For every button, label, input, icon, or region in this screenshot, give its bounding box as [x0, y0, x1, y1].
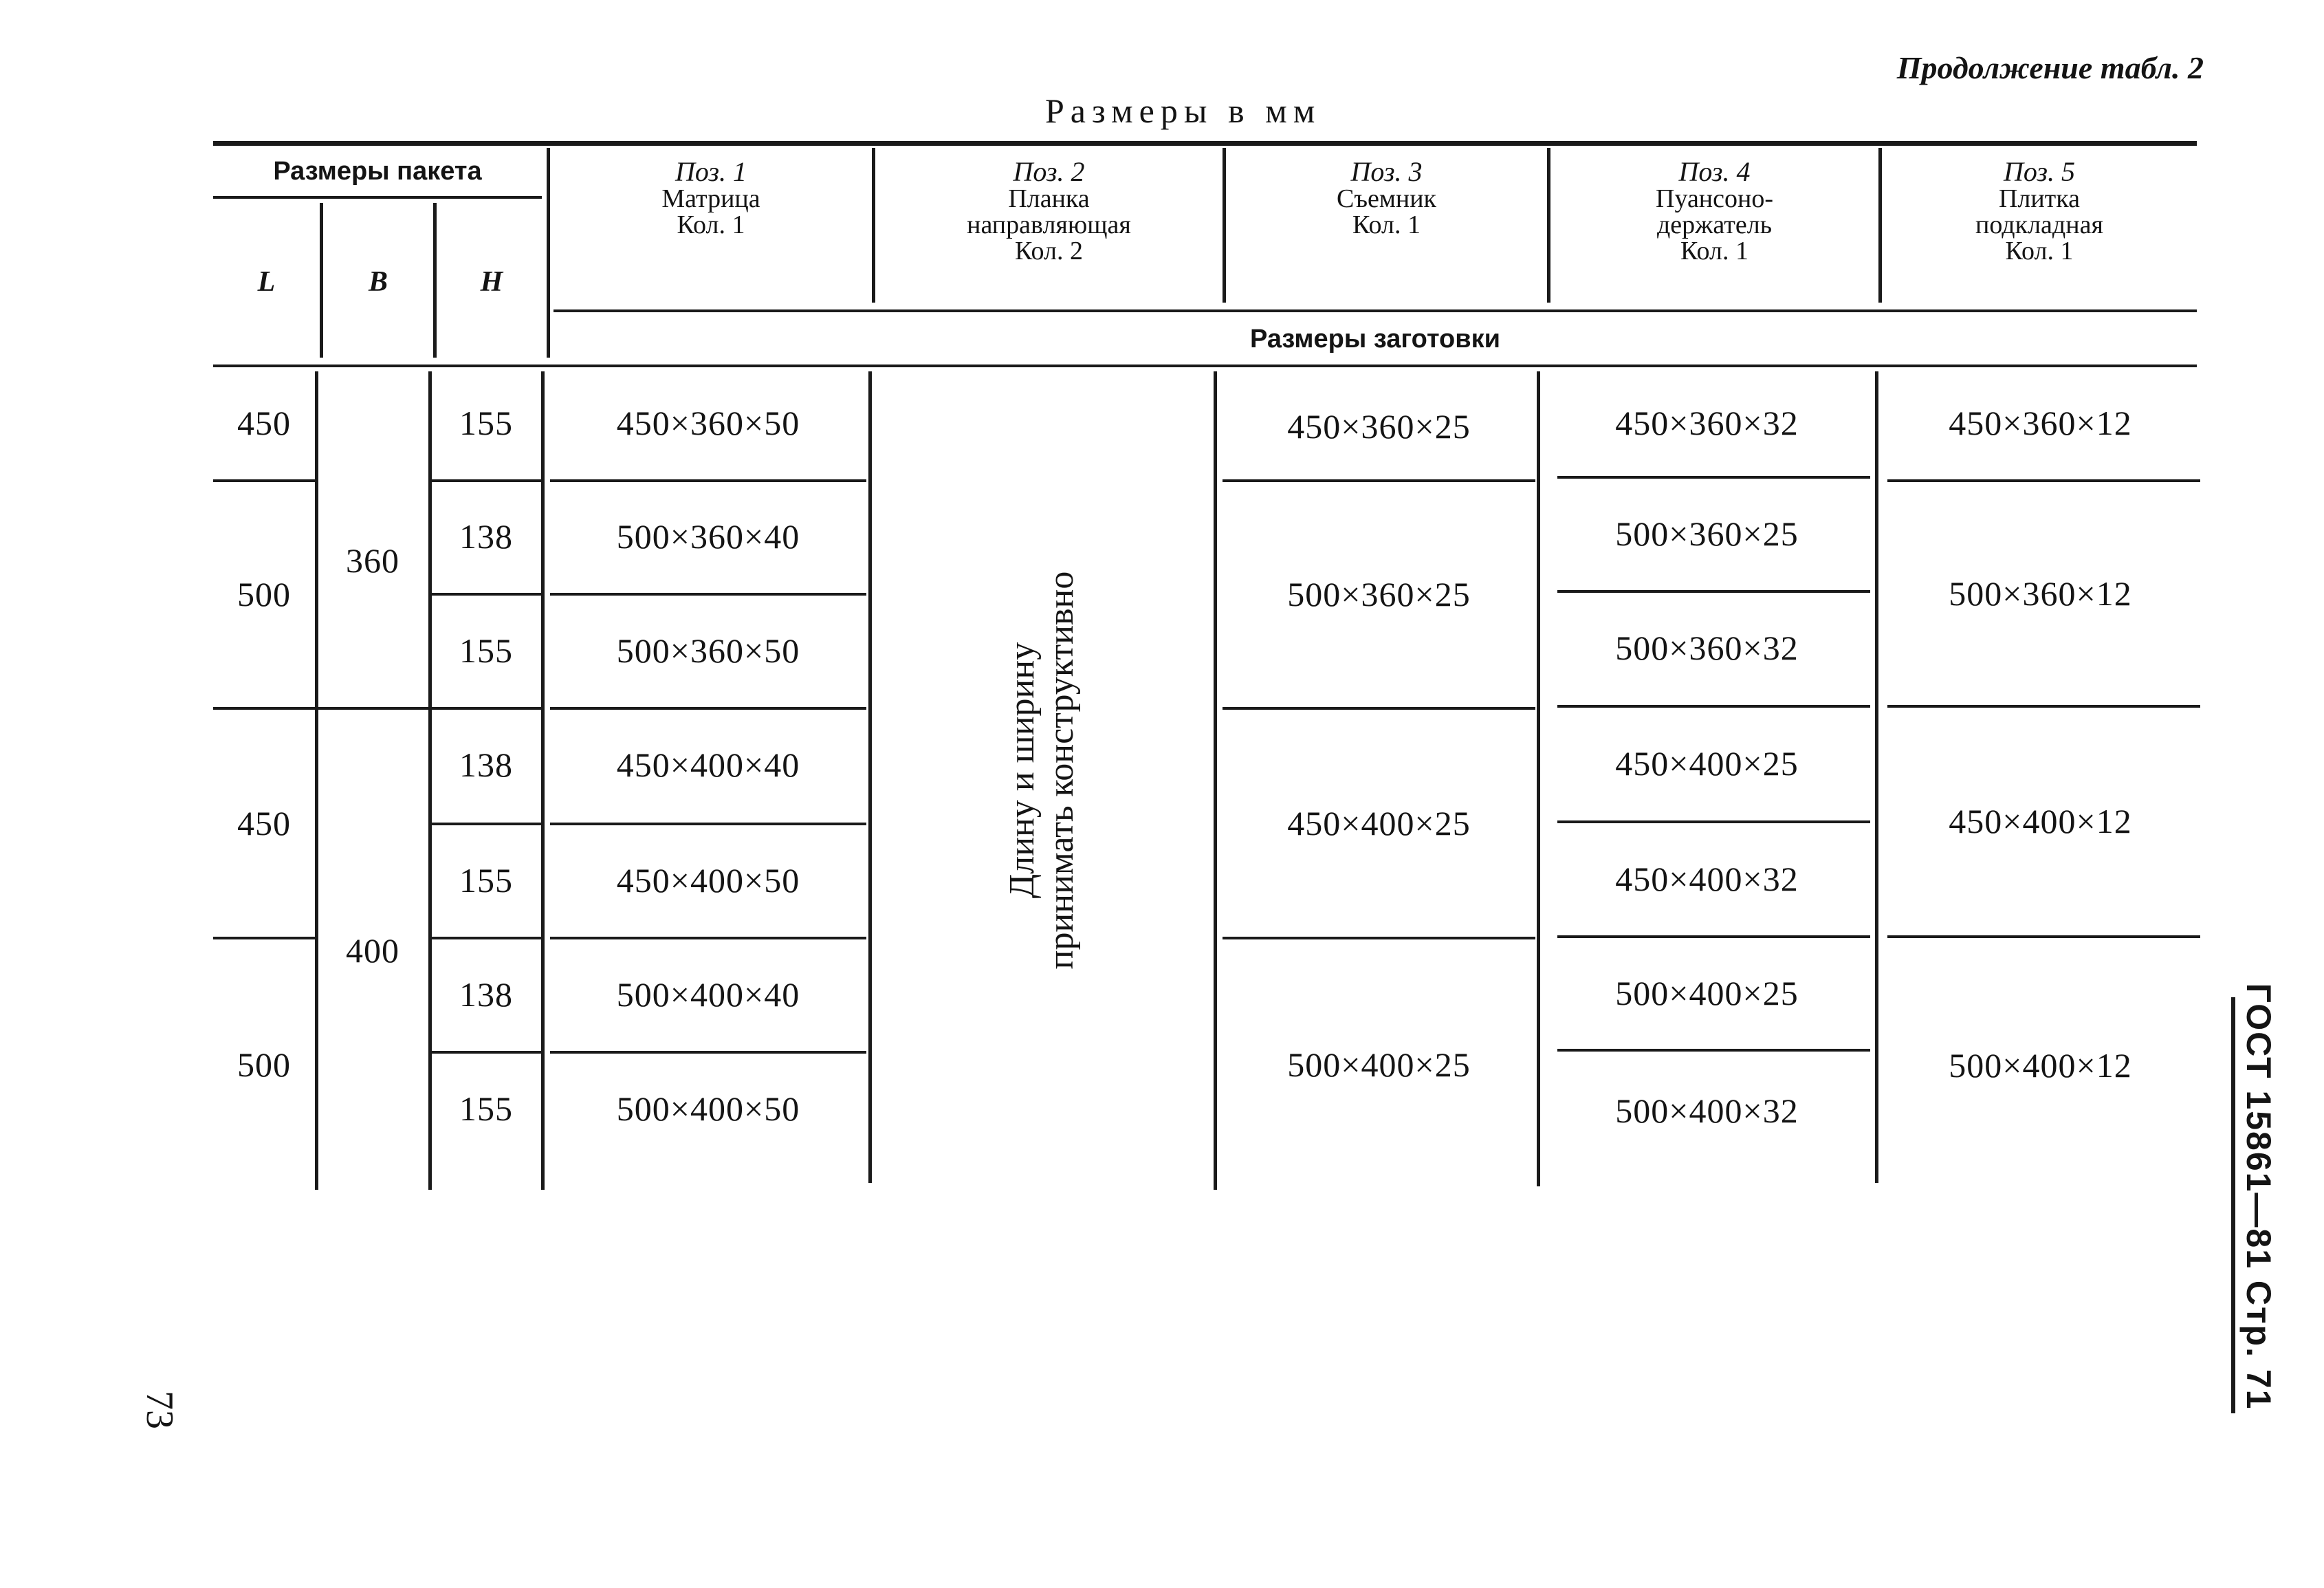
page-number-text: 73: [138, 1391, 181, 1429]
pos1-value-2: 500×360×40: [616, 517, 800, 556]
pos1-value-1: 450×360×50: [616, 404, 800, 442]
pos5-name-line2: подкладная: [1975, 210, 2103, 239]
B-value-2: 400: [346, 931, 399, 970]
package-size-header: Размеры пакета: [273, 156, 482, 186]
pos4-value-3: 500×360×32: [1615, 629, 1799, 667]
header-pos5: [1882, 158, 2197, 296]
L-value-2: 500: [237, 575, 291, 613]
pos1-value-3: 500×360×50: [616, 631, 800, 670]
pos2-label: Поз. 2: [1013, 156, 1085, 187]
pos4-name-line2: держатель: [1656, 210, 1773, 239]
pos4-value-7: 500×400×32: [1615, 1091, 1799, 1130]
pos4-name-line1: Пуансоно-: [1656, 184, 1773, 213]
header-pos3: [1226, 158, 1547, 296]
pos2-name-line1: Планка: [1008, 184, 1090, 213]
header-pos4: [1550, 158, 1878, 296]
pos4-value-5: 450×400×32: [1615, 860, 1799, 898]
H-value-6: 138: [459, 975, 513, 1014]
pos4-value-6: 500×400×25: [1615, 974, 1799, 1012]
pos1-value-6: 500×400×40: [616, 975, 800, 1014]
blank-sizes-rule: [553, 309, 2197, 312]
H-value-7: 155: [459, 1089, 513, 1128]
pos5-name-line1: Плитка: [1998, 184, 2081, 213]
package-underline: [213, 196, 542, 199]
header-H: H: [480, 266, 503, 298]
pos1-qty: Кол. 1: [677, 210, 745, 239]
body-divider-pos1-pos2: [868, 371, 872, 1183]
header-pos1: [550, 158, 872, 296]
pos3-value-1: 450×360×25: [1287, 407, 1471, 446]
table-top-rule: [213, 141, 2197, 146]
pos4-value-4: 450×400×25: [1615, 744, 1799, 783]
pos2-note-line1: Длину и ширину: [1002, 642, 1042, 899]
H-value-4: 138: [459, 746, 513, 784]
header-pos2: [875, 158, 1223, 296]
continuation-label: Продолжение табл. 2: [1896, 50, 2204, 85]
pos3-value-4: 500×400×25: [1287, 1045, 1471, 1084]
header-bottom-rule: [213, 365, 2197, 367]
L-value-3: 450: [237, 804, 291, 842]
pos5-qty: Кол. 1: [2005, 237, 2074, 265]
pos4-value-1: 450×360×32: [1615, 404, 1799, 442]
pos4-qty: Кол. 1: [1680, 237, 1749, 265]
B-value-1: 360: [346, 541, 399, 580]
body-divider-H-pos1: [541, 371, 545, 1190]
pos4-label: Поз. 4: [1678, 156, 1751, 187]
side-standard-text: ГОСТ 15861—81 Стр. 71: [2239, 983, 2278, 1411]
H-value-2: 138: [459, 517, 513, 556]
pos1-label: Поз. 1: [675, 156, 747, 187]
pos5-value-1: 450×360×12: [1949, 404, 2132, 442]
pos4-rule-6: [1557, 1049, 1870, 1052]
pos3-label: Поз. 3: [1350, 156, 1423, 187]
H-value-1: 155: [459, 404, 513, 442]
side-label-rule: [2231, 997, 2235, 1413]
pos2-name-line2: направляющая: [967, 210, 1131, 239]
body-divider-pos2-pos3: [1214, 371, 1217, 1190]
pos3-value-2: 500×360×25: [1287, 575, 1471, 613]
pos1-value-7: 500×400×50: [616, 1089, 800, 1128]
pos2-note-line2: принимать конструктивно: [1042, 571, 1081, 970]
pos2-qty: Кол. 2: [1015, 237, 1083, 265]
pos1-value-5: 450×400×50: [616, 861, 800, 900]
pos4-value-2: 500×360×25: [1615, 514, 1799, 553]
pos3-value-3: 450×400×25: [1287, 804, 1471, 842]
pos5-value-2: 500×360×12: [1949, 574, 2132, 613]
pos1-name: Матрица: [661, 184, 760, 213]
header-B: B: [368, 266, 388, 298]
pos3-qty: Кол. 1: [1352, 210, 1421, 239]
pos5-label: Поз. 5: [2004, 156, 2075, 187]
H-value-5: 155: [459, 861, 513, 900]
blank-sizes-header: Размеры заготовки: [1249, 324, 1501, 354]
units-caption: Размеры в мм: [1045, 91, 1322, 130]
pos5-value-3: 450×400×12: [1949, 802, 2132, 840]
pos5-value-4: 500×400×12: [1949, 1046, 2132, 1085]
L-value-1: 450: [237, 404, 291, 442]
pos3-name: Съемник: [1336, 184, 1437, 213]
H-value-3: 155: [459, 631, 513, 670]
pos1-value-4: 450×400×40: [616, 746, 800, 784]
L-value-4: 500: [237, 1045, 291, 1084]
header-L: L: [257, 266, 276, 298]
body-divider-pos4-pos5: [1875, 371, 1878, 1183]
